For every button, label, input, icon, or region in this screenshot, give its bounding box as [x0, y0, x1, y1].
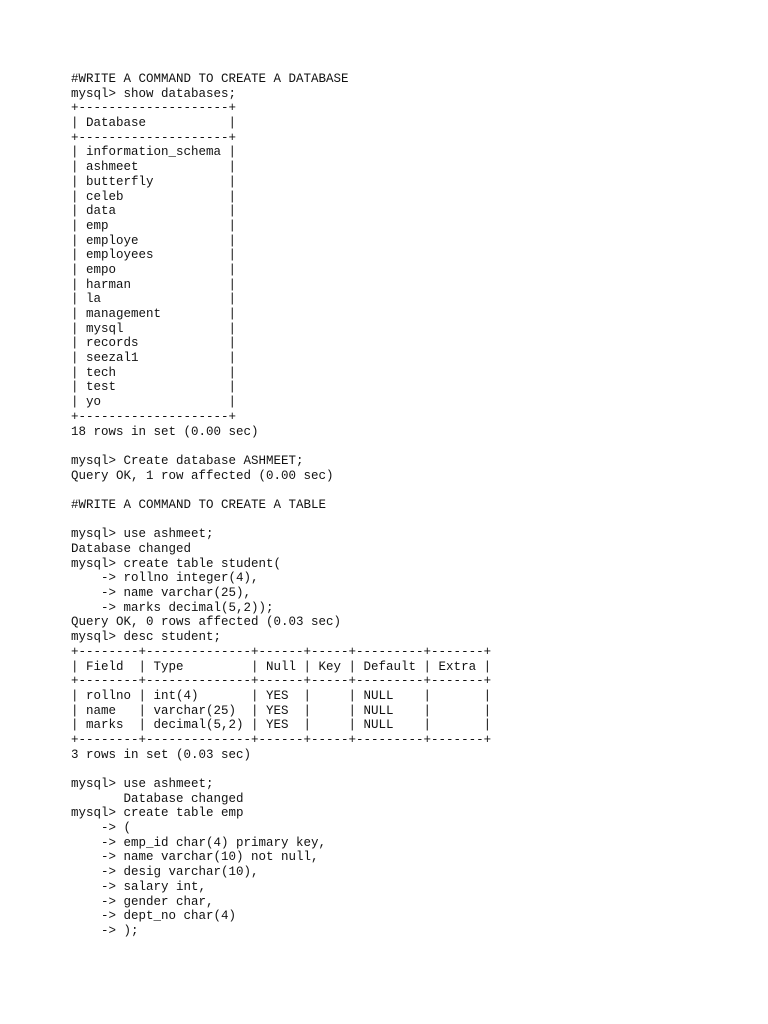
- table-row: | tech |: [71, 365, 237, 380]
- command-continuation-line: -> marks decimal(5,2));: [71, 600, 274, 615]
- table-border: +--------+--------------+------+-----+---------+-------+: [71, 732, 492, 747]
- table-row: | empo |: [71, 262, 237, 277]
- table-border: +--------------------+: [71, 130, 237, 145]
- table-border: +--------+--------------+------+-----+---------+-------+: [71, 644, 492, 659]
- table-row: | employees |: [71, 248, 237, 263]
- table-row: | records |: [71, 336, 237, 351]
- command-line: mysql> use ashmeet;: [71, 777, 214, 791]
- result-status-line: Database changed: [71, 791, 244, 806]
- section-heading-create-table: #WRITE A COMMAND TO CREATE A TABLE: [71, 497, 327, 512]
- table-row: | marks | decimal(5,2) | YES | | NULL | |: [71, 718, 492, 733]
- table-row: | harman |: [71, 277, 237, 292]
- command-line: mysql> desc student;: [71, 630, 222, 645]
- table-row: | mysql |: [71, 321, 237, 336]
- command-continuation-line: -> desig varchar(10),: [71, 865, 259, 880]
- table-border: +--------------------+: [71, 409, 237, 424]
- table-row: | emp |: [71, 218, 237, 233]
- command-continuation-line: -> );: [71, 923, 139, 938]
- command-continuation-line: -> rollno integer(4),: [71, 571, 259, 586]
- table-header-row: | Field | Type | Null | Key | Default | Extra |: [71, 659, 492, 674]
- blank-line: [71, 483, 491, 498]
- table-row: | la |: [71, 292, 237, 307]
- command-continuation-line: -> gender char,: [71, 894, 214, 909]
- result-status-line: Query OK, 1 row affected (0.00 sec): [71, 468, 334, 483]
- command-line: mysql> create table emp: [71, 806, 244, 821]
- table-border: +--------+--------------+------+-----+---------+-------+: [71, 674, 492, 689]
- table-row: | butterfly |: [71, 174, 237, 189]
- table-row: | data |: [71, 204, 237, 219]
- table-row: | yo |: [71, 395, 237, 410]
- command-continuation-line: -> name varchar(25),: [71, 586, 252, 601]
- mysql-session-transcript: [71, 72, 491, 939]
- table-header-row: | Database |: [71, 116, 237, 131]
- result-status-line: 3 rows in set (0.03 sec): [71, 747, 252, 762]
- table-border: +--------------------+: [71, 101, 237, 116]
- result-status-line: Query OK, 0 rows affected (0.03 sec): [71, 615, 342, 630]
- blank-line: [71, 513, 491, 528]
- command-line: mysql> Create database ASHMEET;: [71, 453, 304, 468]
- result-status-line: Database changed: [71, 542, 192, 556]
- command-continuation-line: -> salary int,: [71, 879, 207, 894]
- command-line: mysql> show databases;: [71, 86, 237, 101]
- section-heading-create-database: #WRITE A COMMAND TO CREATE A DATABASE: [71, 72, 349, 86]
- table-row: | employe |: [71, 233, 237, 248]
- table-row: | name | varchar(25) | YES | | NULL | |: [71, 703, 492, 718]
- table-row: | management |: [71, 307, 237, 321]
- table-row: | ashmeet |: [71, 160, 237, 175]
- blank-line: [71, 762, 491, 777]
- table-row: | test |: [71, 380, 237, 395]
- command-continuation-line: -> emp_id char(4) primary key,: [71, 835, 327, 850]
- blank-line: [71, 439, 491, 454]
- table-row: | information_schema |: [71, 145, 237, 160]
- command-continuation-line: -> dept_no char(4): [71, 909, 237, 924]
- table-row: | seezal1 |: [71, 351, 237, 366]
- table-row: | celeb |: [71, 189, 237, 204]
- table-row: | rollno | int(4) | YES | | NULL | |: [71, 688, 492, 703]
- result-status-line: 18 rows in set (0.00 sec): [71, 424, 259, 439]
- command-line: mysql> create table student(: [71, 556, 282, 571]
- command-continuation-line: -> name varchar(10) not null,: [71, 850, 319, 865]
- command-line: mysql> use ashmeet;: [71, 527, 214, 542]
- command-continuation-line: -> (: [71, 821, 132, 836]
